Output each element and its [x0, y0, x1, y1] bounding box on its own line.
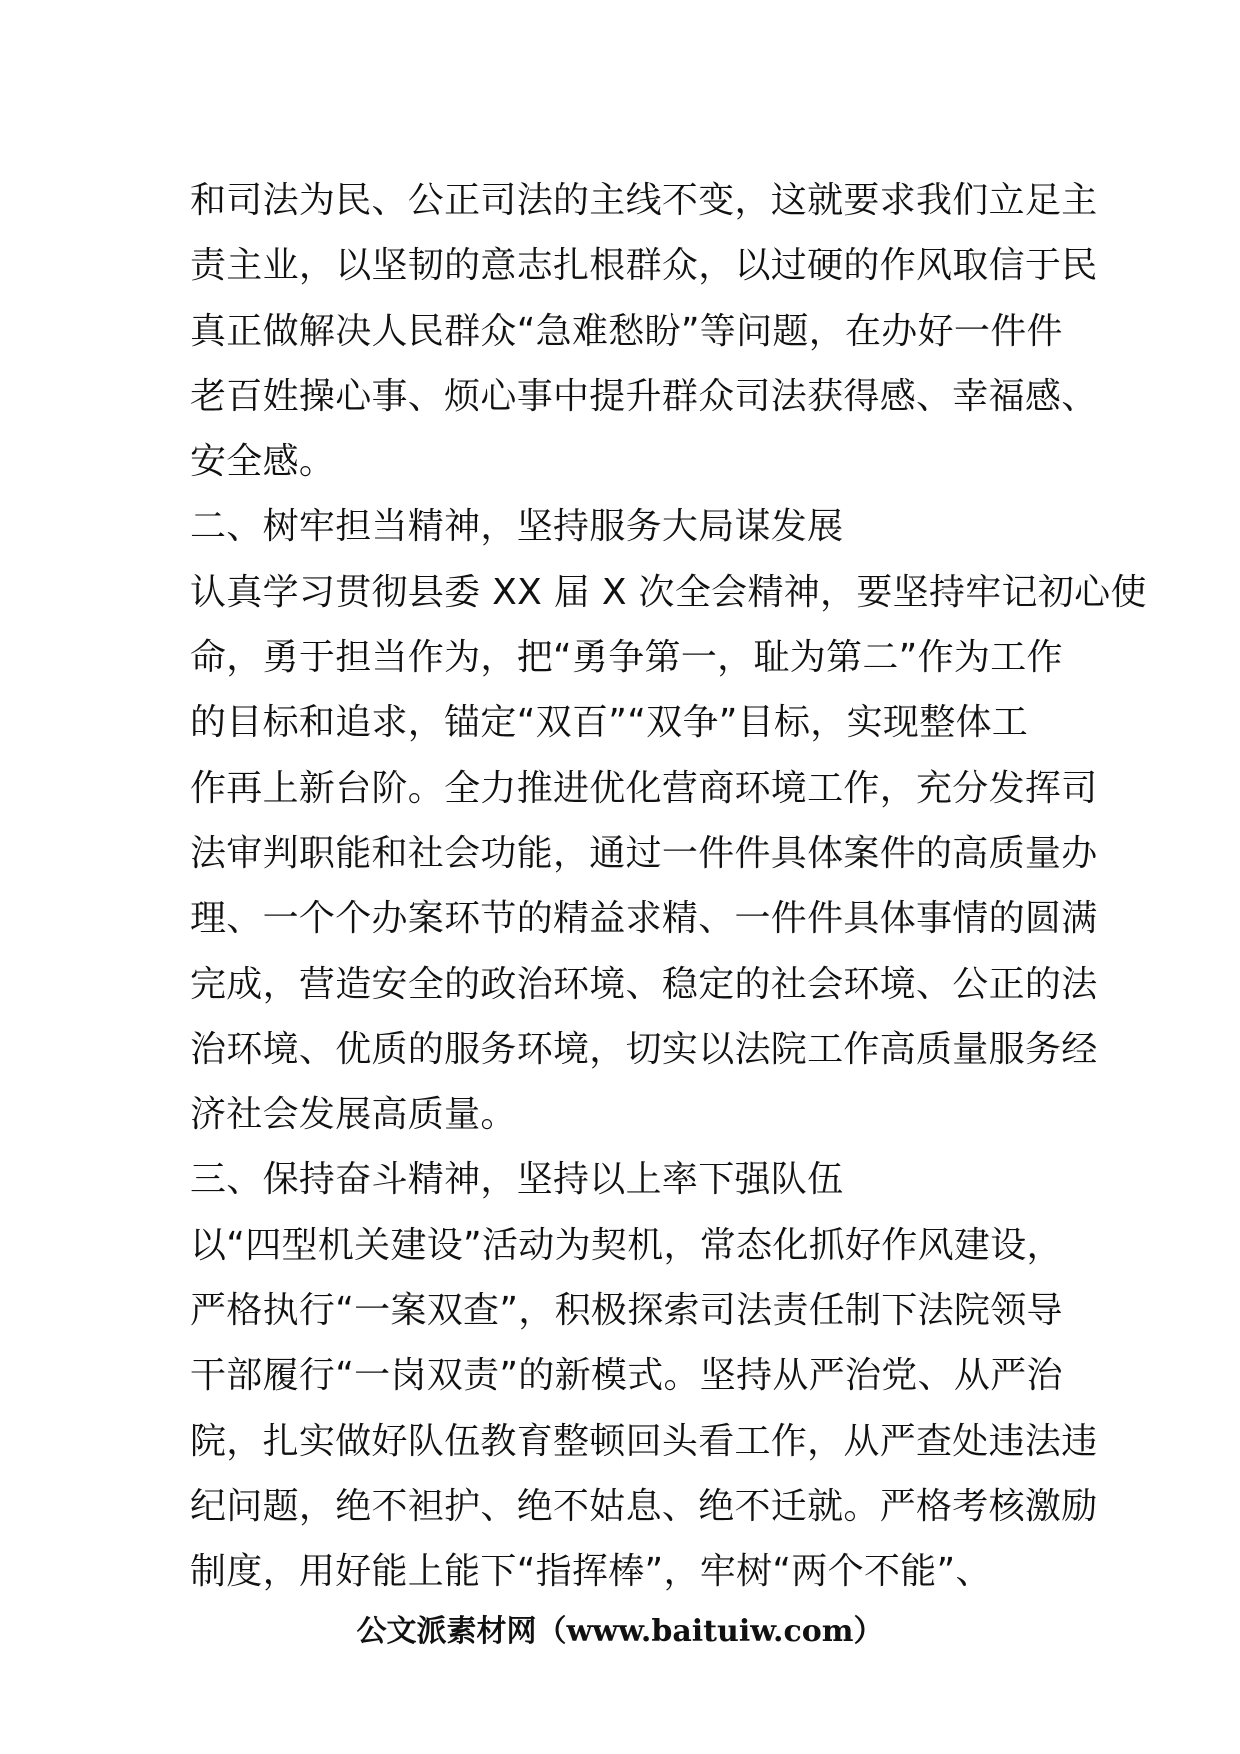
text-line: 法审判职能和社会功能，通过一件件具体案件的高质量办: [190, 832, 1098, 874]
body-text: [190, 168, 1147, 1605]
text-line: 完成，营造安全的政治环境、稳定的社会环境、公正的法: [190, 963, 1098, 1005]
text-line: 老百姓操心事、烦心事中提升群众司法获得感、幸福感、: [190, 375, 1098, 417]
text-line: 制度，用好能上能下“指挥棒”，牢树“两个不能”、: [190, 1551, 992, 1593]
text-line: 的目标和追求，锚定“双百”“双争”目标，实现整体工: [190, 702, 1029, 744]
section-heading-3: 三、保持奋斗精神，坚持以上率下强队伍: [190, 1159, 844, 1201]
text-line: 理、一个个办案环节的精益求精、一件件具体事情的圆满: [190, 898, 1098, 940]
text-line: 治环境、优质的服务环境，切实以法院工作高质量服务经: [190, 1028, 1098, 1070]
text-line: 院，扎实做好队伍教育整顿回头看工作，从严查处违法违: [190, 1420, 1098, 1462]
text-line: 以“四型机关建设”活动为契机，常态化抓好作风建设，: [190, 1224, 1063, 1266]
text-line: 认真学习贯彻县委 XX 届 X 次全会精神，要坚持牢记初心使: [190, 571, 1147, 613]
text-line: 安全感。: [190, 441, 336, 483]
text-line: 干部履行“一岗双责”的新模式。坚持从严治党、从严治: [190, 1355, 1063, 1397]
text-line: 和司法为民、公正司法的主线不变，这就要求我们立足主: [190, 180, 1098, 221]
text-line: 责主业，以坚韧的意志扎根群众，以过硬的作风取信于民: [190, 245, 1098, 287]
text-line: 作再上新台阶。全力推进优化营商环境工作，充分发挥司: [190, 767, 1098, 809]
text-line: 严格执行“一案双查”，积极探索司法责任制下法院领导: [190, 1290, 1063, 1332]
footer-watermark: 公文派素材网（www.baituiw.com）: [356, 1614, 884, 1649]
text-line: 真正做解决人民群众“急难愁盼”等问题，在办好一件件: [190, 310, 1063, 352]
text-line: 济社会发展高质量。: [190, 1094, 517, 1136]
text-line: 命，勇于担当作为，把“勇争第一，耻为第二”作为工作: [190, 637, 1063, 679]
section-heading-2: 二、树牢担当精神，坚持服务大局谋发展: [190, 506, 844, 548]
text-line: 纪问题，绝不袒护、绝不姑息、绝不迁就。严格考核激励: [190, 1485, 1098, 1527]
